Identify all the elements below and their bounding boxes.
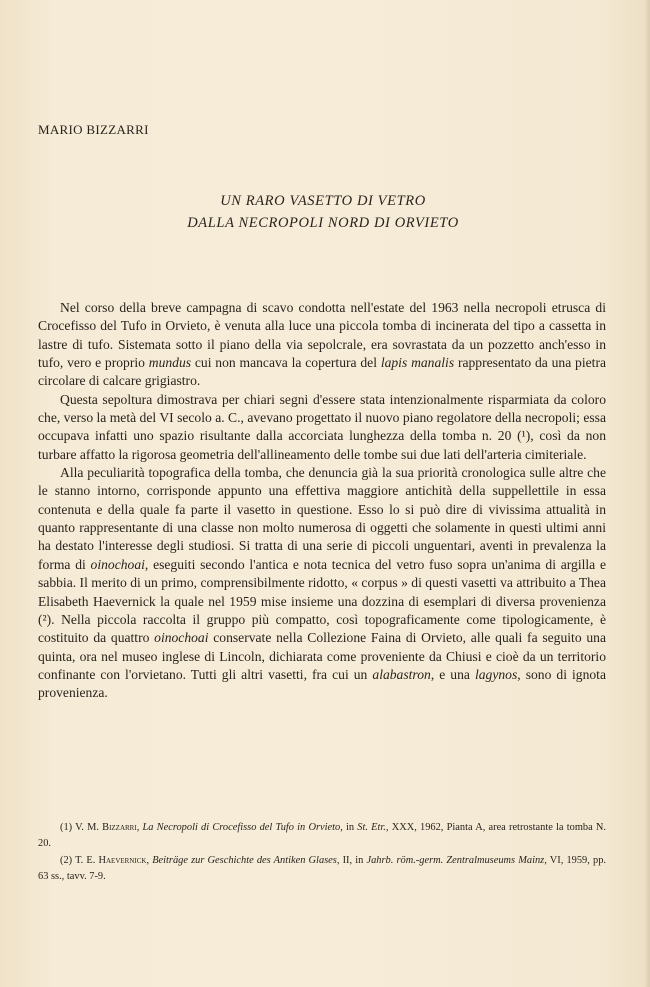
text-run: , sono di ignota provenienza. xyxy=(38,666,606,701)
title-line-1: UN RARO VASETTO DI VETRO xyxy=(220,193,426,209)
italic-term: oinochoai xyxy=(154,630,209,646)
footnote-2 xyxy=(38,853,606,884)
page-edge-shadow xyxy=(644,0,650,987)
author-smallcaps: Bizzarri xyxy=(102,822,137,833)
text-run: , VI, 1959, pp. 63 ss., tavv. 7-9. xyxy=(38,855,606,882)
paragraph-2: Questa sepoltura dimostrava per chiari segni d'essere stata intenzionalmente risparmiata da coloro che, verso la metà del VI secolo a. C., avevano progettato il nuovo piano regolatore della necropoli; essa occupava infatti uno spazio risultante dalla accorciata lunghezza della tomba n. 20 (¹), così da non turbare affatto la rigorosa geometria dell'allineamento delle tombe sui due lati dell'arteria cimiteriale. xyxy=(38,391,606,462)
text-run: , e una xyxy=(430,666,475,682)
article-body xyxy=(38,299,606,703)
author-smallcaps: Haevernick xyxy=(98,855,147,867)
text-run: , xyxy=(136,822,143,833)
article-title xyxy=(0,190,650,234)
italic-term: lapis manalis xyxy=(380,355,455,371)
text-run: (1) V. M. xyxy=(60,822,103,833)
text-run: cui non mancava la copertura del xyxy=(191,355,381,371)
italic-term: mundus xyxy=(148,355,192,371)
text-run: , II, in xyxy=(336,855,367,867)
italic-journal: Jahrb. röm.-germ. Zentralmuseums Mainz xyxy=(366,855,545,867)
footnotes xyxy=(38,820,606,884)
title-line-2: DALLA NECROPOLI NORD DI ORVIETO xyxy=(187,215,459,231)
italic-journal: St. Etr. xyxy=(357,822,386,833)
text-run: , XXX, 1962, Pianta A, area retrostante la tomba N. 20. xyxy=(38,822,607,849)
text-run: conservate nella Collezione Faina di Orvieto, alle quali fa seguito una quinta, ora nel museo inglese di Lincoln, dichiarata come proveniente da Chiusi e cioè da un territorio confinante con l'orvietano. Tutti gli altri vasetti, fra cui un xyxy=(38,630,606,682)
footnote-1 xyxy=(38,820,606,851)
paragraph-1 xyxy=(38,299,606,391)
italic-title: La Necropoli di Crocefisso del Tufo in Orvieto xyxy=(142,822,341,833)
text-run: , xyxy=(146,855,153,867)
italic-term: alabastron xyxy=(372,666,431,682)
text-run: , eseguiti secondo l'antica e nota tecnica del vetro fuso sopra un'anima di argilla e sabbia. Il merito di un primo, comprensibilmente ridotto, « corpus » di questi vasetti va attribuito a Thea Elisabeth Haevernick la quale nel 1959 mise insieme una dozzina di esemplari di diversa provenienza (²). Nella piccola raccolta il gruppo più compatto, così topograficamente come tipologicamente, è costituito da quattro xyxy=(38,556,606,646)
italic-term: lagynos xyxy=(474,666,518,682)
italic-term: oinochoai xyxy=(90,556,145,572)
text-run: Alla peculiarità topografica della tomba, che denuncia già la sua priorità cronologica sulle altre che le stanno intorno, corrisponde appunto una effettiva maggiore antichità della suppellettile in essa contenuta e della quale fa parte il vasetto in questione. Esso lo si può dire di vivissima attualità in quanto rappresentante di una classe non molto numerosa di oggetti che solamente in questi ultimi anni ha destato l'interesse degli studiosi. Si tratta di una serie di piccoli unguentari, aventi in prevalenza la forma di xyxy=(38,465,606,572)
text-run: Nel corso della breve campagna di scavo condotta nell'estate del 1963 nella necropoli etrusca di Crocefisso del Tufo in Orvieto, è venuta alla luce una piccola tomba di incinerata del tipo a cassetta in lastre di tufo. Sistemata sotto il piano della via sepolcrale, era sovrastata da un pozzetto anch'esso in tufo, vero e proprio xyxy=(38,300,606,371)
italic-title: Beiträge zur Geschichte des Antiken Glases xyxy=(152,855,337,867)
text-run: (2) T. E. xyxy=(60,855,99,867)
author-name: MARIO BIZZARRI xyxy=(38,122,149,137)
text-run: , in xyxy=(340,822,358,833)
text-run: rappresentato da una pietra circolare di calcare grigiastro. xyxy=(38,355,607,389)
paragraph-3 xyxy=(38,464,606,702)
